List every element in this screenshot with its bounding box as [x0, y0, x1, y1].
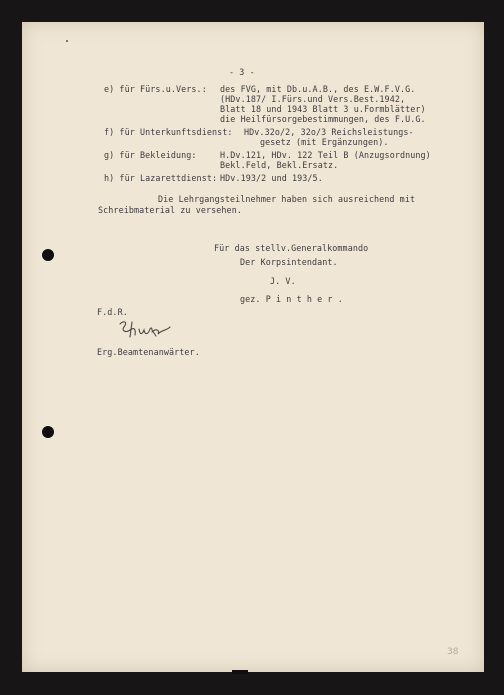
- signature-line-2: Der Korpsintendant.: [240, 257, 338, 267]
- paragraph-line-2: Schreibmaterial zu versehen.: [98, 205, 242, 215]
- item-e-line-4: die Heilfürsorgebestimmungen, des F.U.G.: [220, 114, 426, 124]
- item-f-label: f) für Unterkunftsdienst:: [104, 127, 233, 137]
- signature-line-4: gez. P i n t h e r .: [240, 294, 343, 304]
- item-h-line-1: HDv.193/2 und 193/5.: [220, 173, 323, 183]
- pencil-page-mark: 38: [447, 647, 459, 657]
- punch-hole-bottom: [42, 426, 54, 438]
- signer-title: Erg.Beamtenanwärter.: [97, 347, 200, 357]
- item-e-line-1: des FVG, mit Db.u.A.B., des E.W.F.V.G.: [220, 84, 416, 94]
- item-g-line-1: H.Dv.121, HDv. 122 Teil B (Anzugsordnung): [220, 150, 431, 160]
- item-f-line-2: gesetz (mit Ergänzungen).: [260, 137, 389, 147]
- item-f-line-1: HDv.32o/2, 32o/3 Reichsleistungs-: [244, 127, 414, 137]
- paragraph-line-1: Die Lehrgangsteilnehmer haben sich ausreichend mit: [158, 194, 416, 204]
- item-e-label: e) für Fürs.u.Vers.:: [104, 84, 207, 94]
- page-number: - 3 -: [229, 67, 255, 77]
- item-g-label: g) für Bekleidung:: [104, 150, 197, 160]
- document-page: [22, 22, 484, 672]
- item-h-label: h) für Lazarettdienst:: [104, 173, 218, 183]
- signature-line-3: J. V.: [270, 276, 296, 286]
- item-e-line-3: Blatt 18 und 1943 Blatt 3 u.Formblätter): [220, 104, 426, 114]
- item-e-line-2: (HDv.187/ I.Fürs.und Vers.Best.1942,: [220, 94, 406, 104]
- binding-notch: [232, 670, 248, 674]
- punch-hole-top: [42, 249, 54, 261]
- item-g-line-2: Bekl.Feld, Bekl.Ersatz.: [220, 160, 339, 170]
- ink-dot: [66, 40, 68, 42]
- signature-line-1: Für das stellv.Generalkommando: [214, 243, 369, 253]
- fdr-label: F.d.R.: [97, 307, 128, 317]
- handwritten-signature: [114, 318, 174, 344]
